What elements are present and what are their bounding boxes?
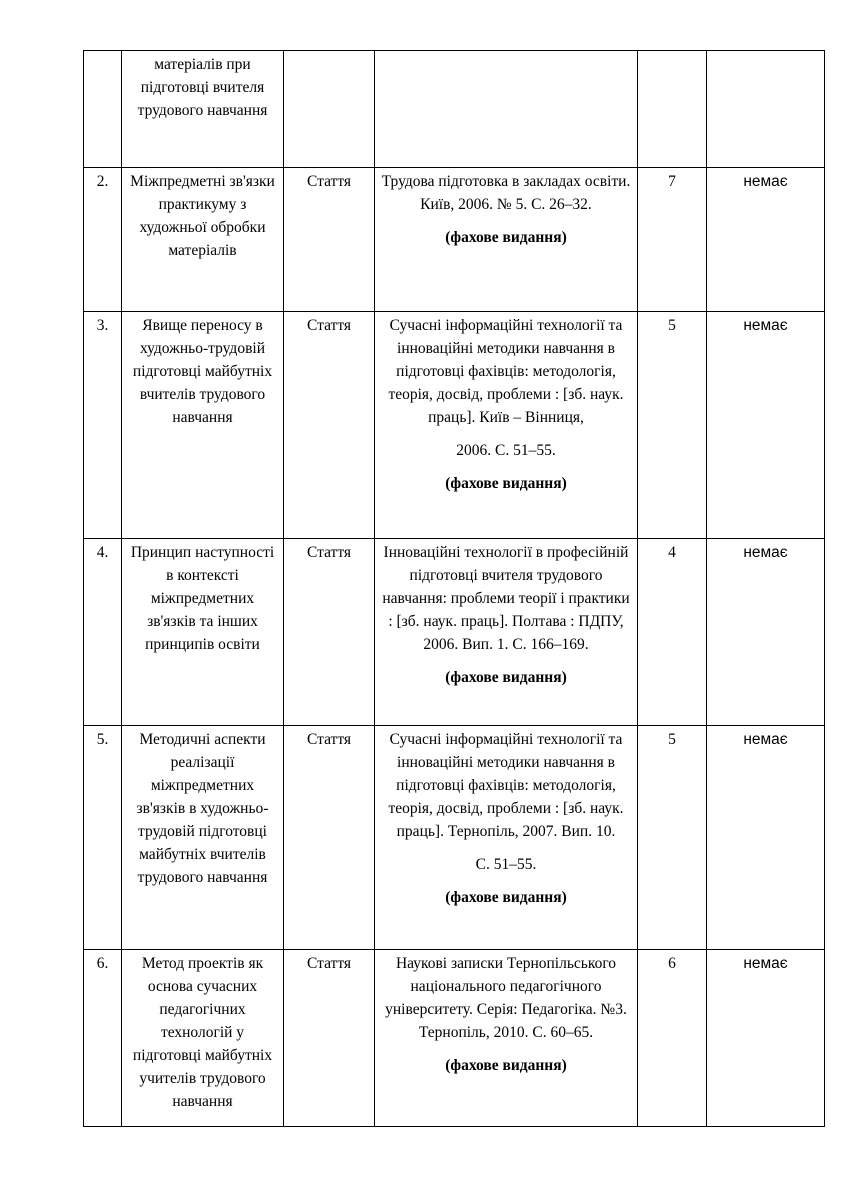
professional-edition-note: (фахове видання) xyxy=(445,475,567,492)
type-cell: Стаття xyxy=(284,726,375,950)
table-row xyxy=(84,539,825,726)
type-cell xyxy=(284,51,375,168)
professional-edition-note: (фахове видання) xyxy=(445,669,567,686)
pages-cell: 5 xyxy=(638,312,707,539)
source-cell xyxy=(375,168,638,312)
source-text-tail: 2006. С. 51–55. xyxy=(456,442,556,459)
professional-edition-note: (фахове видання) xyxy=(445,889,567,906)
publications-table xyxy=(83,50,825,1127)
coauthors-cell: немає xyxy=(707,312,825,539)
pages-cell: 6 xyxy=(638,950,707,1127)
coauthors-cell xyxy=(707,51,825,168)
topic-cell: Принцип наступності в контексті міжпредметних зв'язків та інших принципів освіти xyxy=(122,539,284,726)
source-cell xyxy=(375,726,638,950)
source-cell xyxy=(375,539,638,726)
topic-cell: матеріалів при підготовці вчителя трудового навчання xyxy=(122,51,284,168)
num-cell xyxy=(84,51,122,168)
professional-edition-note: (фахове видання) xyxy=(445,229,567,246)
num-cell: 4. xyxy=(84,539,122,726)
num-cell: 6. xyxy=(84,950,122,1127)
topic-cell: Явище переносу в художньо-трудовій підготовці майбутніх вчителів трудового навчання xyxy=(122,312,284,539)
source-cell xyxy=(375,51,638,168)
table-row xyxy=(84,51,825,168)
table-row xyxy=(84,726,825,950)
type-cell: Стаття xyxy=(284,950,375,1127)
coauthors-cell: немає xyxy=(707,168,825,312)
num-cell: 5. xyxy=(84,726,122,950)
professional-edition-note: (фахове видання) xyxy=(445,1057,567,1074)
type-cell: Стаття xyxy=(284,312,375,539)
num-cell: 2. xyxy=(84,168,122,312)
source-text: Сучасні інформаційні технології та інноваційні методики навчання в підготовці фахівців: методологія, теорія, досвід, проблеми : [зб. наук. праць]. Тернопіль, 2007. Вип. 10. xyxy=(388,731,624,840)
source-text: Інноваційні технології в професійній підготовці вчителя трудового навчання: проблеми теорії і практики : [зб. наук. праць]. Полтава : ПДПУ, 2006. Вип. 1. С. 166–169. xyxy=(382,544,630,653)
type-cell: Стаття xyxy=(284,168,375,312)
coauthors-cell: немає xyxy=(707,950,825,1127)
type-cell: Стаття xyxy=(284,539,375,726)
pages-cell xyxy=(638,51,707,168)
source-text: Трудова підготовка в закладах освіти. Київ, 2006. № 5. С. 26–32. xyxy=(381,173,631,213)
num-cell: 3. xyxy=(84,312,122,539)
coauthors-cell: немає xyxy=(707,726,825,950)
source-text: Наукові записки Тернопільського національного педагогічного університету. Серія: Педагогіка. №3. Тернопіль, 2010. С. 60–65. xyxy=(385,955,627,1041)
pages-cell: 4 xyxy=(638,539,707,726)
pages-cell: 7 xyxy=(638,168,707,312)
source-cell xyxy=(375,312,638,539)
source-text: Сучасні інформаційні технології та інноваційні методики навчання в підготовці фахівців: методологія, теорія, досвід, проблеми : [зб. наук. праць]. Київ – Вінниця, xyxy=(388,317,624,426)
pages-cell: 5 xyxy=(638,726,707,950)
coauthors-cell: немає xyxy=(707,539,825,726)
source-cell xyxy=(375,950,638,1127)
topic-cell: Міжпредметні зв'язки практикуму з художньої обробки матеріалів xyxy=(122,168,284,312)
table-row xyxy=(84,168,825,312)
topic-cell: Методичні аспекти реалізації міжпредметних зв'язків в художньо-трудовій підготовці майбутніх вчителів трудового навчання xyxy=(122,726,284,950)
table-row xyxy=(84,950,825,1127)
source-text-tail: С. 51–55. xyxy=(475,856,537,873)
topic-cell: Метод проектів як основа сучасних педагогічних технологій у підготовці майбутніх учителів трудового навчання xyxy=(122,950,284,1127)
table-row xyxy=(84,312,825,539)
